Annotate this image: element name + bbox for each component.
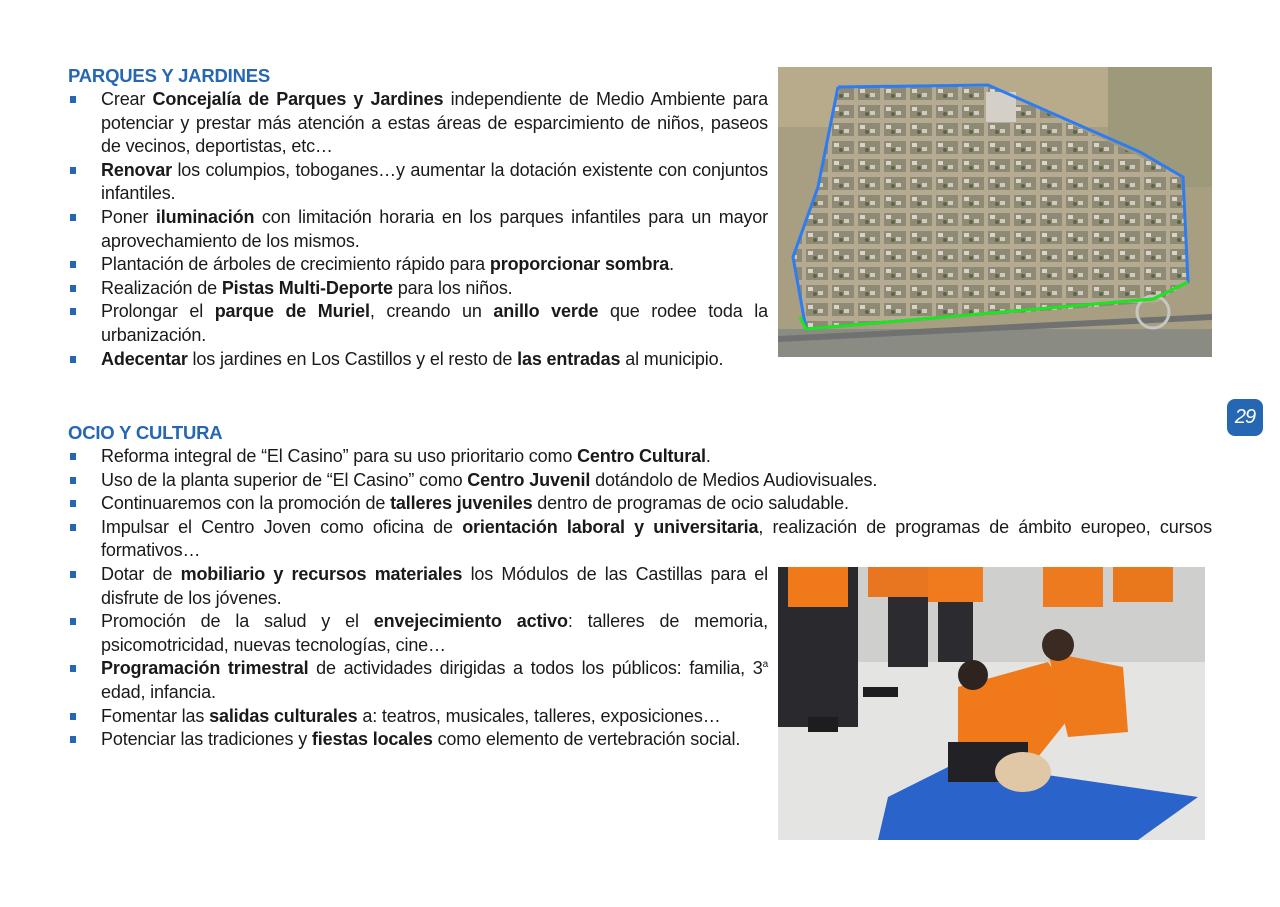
text: . bbox=[705, 446, 711, 466]
text: Impulsar el Centro Joven como oficina de bbox=[101, 516, 463, 537]
list-item bbox=[68, 300, 768, 347]
bold-text: iluminación bbox=[155, 206, 255, 227]
square-bullet-icon bbox=[70, 167, 76, 174]
square-bullet-icon bbox=[70, 285, 76, 292]
bold-text: envejecimiento activo bbox=[373, 611, 568, 632]
bold-text: Adecentar bbox=[101, 348, 188, 369]
list-item bbox=[68, 728, 768, 752]
aerial-map-image bbox=[778, 67, 1212, 357]
list-item bbox=[68, 253, 768, 277]
bold-text: Concejalía de Parques y Jardines bbox=[152, 89, 444, 109]
list-item bbox=[68, 657, 768, 704]
text: edad, infancia. bbox=[101, 681, 216, 702]
bold-text: parque de Muriel bbox=[214, 301, 370, 322]
bold-text: Renovar bbox=[101, 159, 172, 180]
bold-text: fiestas locales bbox=[311, 729, 433, 750]
list-item bbox=[68, 88, 768, 159]
text: Poner bbox=[101, 206, 156, 227]
text: con limitación horaria en los parques infantiles para un mayor aprovechamiento de los mismos. bbox=[101, 206, 768, 251]
text: Prolongar el bbox=[101, 301, 215, 322]
bold-text: orientación laboral y universitaria bbox=[462, 516, 759, 537]
text: independiente de Medio Ambiente para potenciar y prestar más atención a estas áreas de esparcimiento de niños, paseos de vecinos, deportistas, etc… bbox=[101, 89, 768, 157]
bold-text: Centro Cultural bbox=[577, 446, 706, 466]
section-heading: OCIO Y CULTURA bbox=[68, 422, 223, 443]
text: : talleres de memoria, psicomotricidad, nuevas tecnologías, cine… bbox=[101, 611, 768, 655]
list-item bbox=[68, 206, 768, 253]
bold-text: talleres juveniles bbox=[390, 493, 533, 514]
text: que rodee toda la urbanización. bbox=[101, 301, 768, 345]
square-bullet-icon bbox=[70, 477, 76, 484]
bold-text: Programación trimestral bbox=[101, 658, 309, 679]
list-item bbox=[68, 445, 1212, 469]
bold-text: anillo verde bbox=[493, 301, 599, 322]
text: los columpios, toboganes…y aumentar la dotación existente con conjuntos infantiles. bbox=[101, 159, 768, 204]
square-bullet-icon bbox=[70, 261, 76, 268]
section-heading: PARQUES Y JARDINES bbox=[68, 65, 271, 86]
square-bullet-icon bbox=[70, 571, 76, 578]
text: para los niños. bbox=[392, 277, 513, 298]
text: dotándolo de Medios Audiovisuales. bbox=[590, 469, 878, 490]
square-bullet-icon bbox=[70, 308, 76, 315]
text: dentro de programas de ocio saludable. bbox=[532, 493, 849, 514]
square-bullet-icon bbox=[70, 500, 76, 507]
text: como elemento de vertebración social. bbox=[432, 729, 741, 750]
bold-text: proporcionar sombra bbox=[489, 254, 670, 275]
text: Crear bbox=[101, 89, 153, 109]
text: Fomentar las bbox=[101, 705, 210, 726]
list-item bbox=[68, 610, 768, 657]
list-item bbox=[68, 348, 901, 372]
text: Potenciar las tradiciones y bbox=[101, 729, 312, 750]
list-item bbox=[68, 516, 1212, 563]
list-item bbox=[68, 277, 768, 301]
text: Realización de bbox=[101, 277, 222, 298]
square-bullet-icon bbox=[70, 453, 76, 460]
text: Uso de la planta superior de “El Casino” como bbox=[101, 469, 468, 490]
text: los jardines en Los Castillos y el resto de bbox=[187, 348, 518, 369]
text: . bbox=[669, 254, 674, 275]
square-bullet-icon bbox=[70, 665, 76, 672]
list-item bbox=[68, 563, 768, 610]
bullet-list bbox=[68, 88, 901, 371]
square-bullet-icon bbox=[70, 96, 76, 103]
square-bullet-icon bbox=[70, 524, 76, 531]
bold-text: mobiliario y recursos materiales bbox=[180, 563, 463, 584]
list-item bbox=[68, 159, 768, 206]
text: Dotar de bbox=[101, 563, 181, 584]
square-bullet-icon bbox=[70, 618, 76, 625]
bold-text: Centro Juvenil bbox=[467, 469, 591, 490]
text: Promoción de la salud y el bbox=[101, 611, 374, 632]
text: Plantación de árboles de crecimiento rápido para bbox=[101, 254, 490, 275]
text: Reforma integral de “El Casino” para su uso prioritario como bbox=[101, 446, 578, 466]
square-bullet-icon bbox=[70, 356, 76, 363]
square-bullet-icon bbox=[70, 736, 76, 743]
list-item bbox=[68, 705, 768, 729]
text: a: teatros, musicales, talleres, exposiciones… bbox=[357, 705, 721, 726]
bold-text: Pistas Multi-Deporte bbox=[221, 277, 393, 298]
text: , realización de programas de ámbito europeo, cursos formativos… bbox=[101, 516, 1213, 561]
bold-text: las entradas bbox=[517, 348, 621, 369]
list-item bbox=[68, 469, 1212, 493]
text: de actividades dirigidas a todos los públicos: familia, 3 bbox=[308, 658, 763, 679]
first-aid-training-photo bbox=[778, 567, 1205, 840]
text: los Módulos de las Castillas para el disfrute de los jóvenes. bbox=[101, 563, 768, 608]
square-bullet-icon bbox=[70, 713, 76, 720]
text: Continuaremos con la promoción de bbox=[101, 493, 391, 514]
section-parques-jardines bbox=[68, 64, 901, 371]
page-number-badge: 29 bbox=[1227, 399, 1263, 436]
bold-text: salidas culturales bbox=[209, 705, 358, 726]
text: , creando un bbox=[369, 301, 494, 322]
text: al municipio. bbox=[620, 348, 724, 369]
list-item bbox=[68, 492, 1212, 516]
text: a bbox=[762, 659, 768, 671]
square-bullet-icon bbox=[70, 214, 76, 221]
